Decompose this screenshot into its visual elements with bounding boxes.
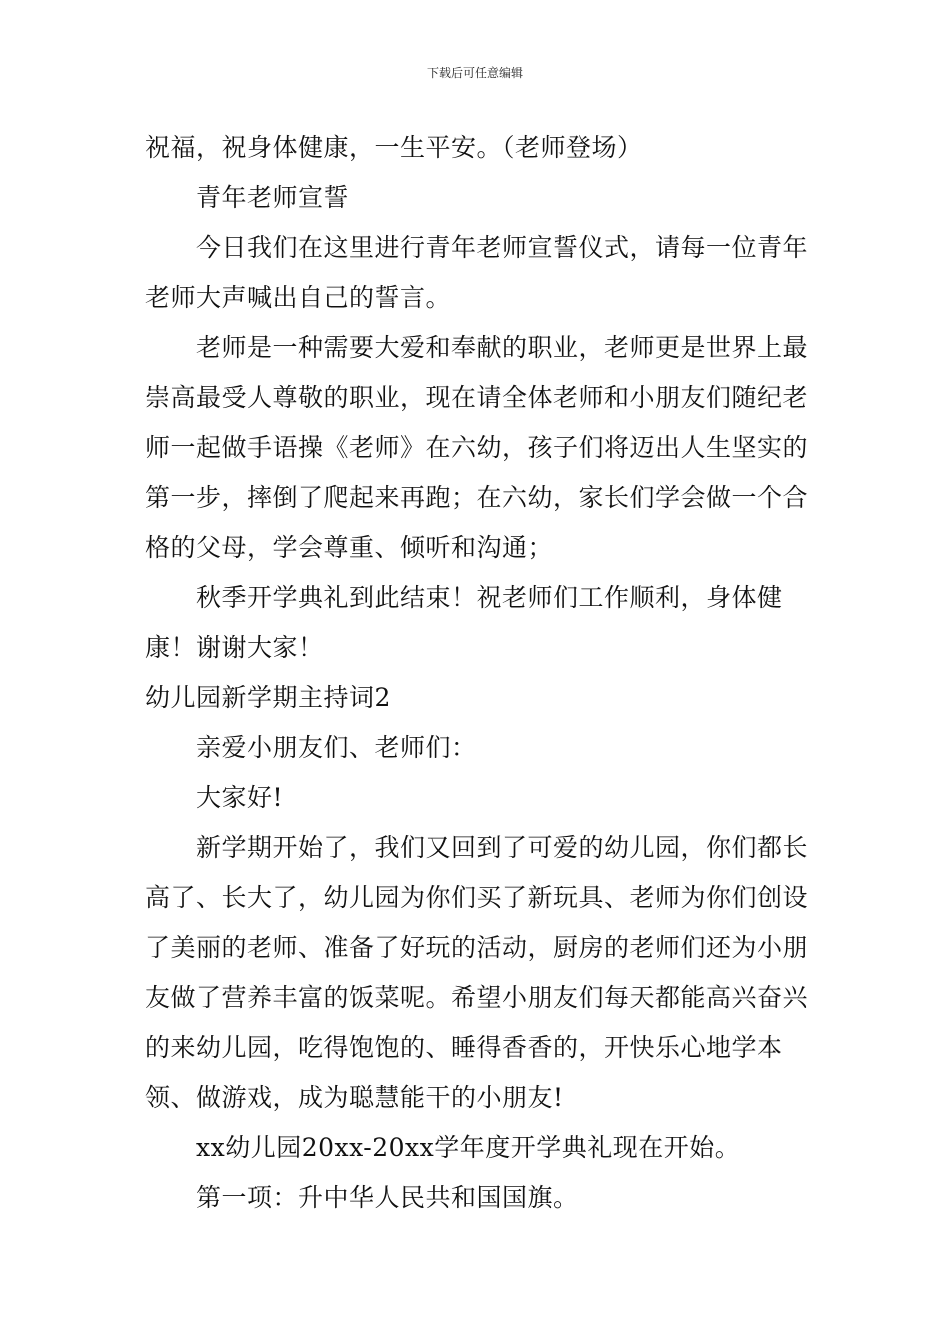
paragraph: 秋季开学典礼到此结束！祝老师们工作顺利，身体健康！谢谢大家！: [145, 583, 783, 662]
section-heading: 幼儿园新学期主持词2: [145, 683, 391, 712]
paragraph: 大家好!: [196, 783, 284, 812]
paragraph: 青年老师宣誓: [196, 183, 350, 212]
paragraph: 今日我们在这里进行青年老师宣誓仪式，请每一位青年老师大声喊出自己的誓言。: [145, 233, 809, 312]
paragraph: xx幼儿园20xx-20xx学年度开学典礼现在开始。: [196, 1133, 741, 1162]
paragraph: 祝福，祝身体健康，一生平安。（老师登场）: [145, 133, 643, 162]
page-header-note: 下载后可任意编辑: [426, 66, 523, 80]
paragraph: 第一项：升中华人民共和国国旗。: [196, 1183, 579, 1212]
document-body: [145, 123, 815, 1223]
paragraph: 老师是一种需要大爱和奉献的职业，老师更是世界上最崇高最受人尊敬的职业，现在请全体老师和小朋友们随纪老师一起做手语操《老师》在六幼，孩子们将迈出人生坚实的第一步，摔倒了爬起来再跑；在六幼，家长们学会做一个合格的父母，学会尊重、倾听和沟通；: [145, 333, 809, 562]
paragraph: 亲爱小朋友们、老师们：: [196, 733, 477, 762]
paragraph: 新学期开始了，我们又回到了可爱的幼儿园，你们都长高了、长大了，幼儿园为你们买了新玩具、老师为你们创设了美丽的老师、准备了好玩的活动，厨房的老师们还为小朋友做了营养丰富的饭菜呢。希望小朋友们每天都能高兴奋兴的来幼儿园，吃得饱饱的、睡得香香的，开快乐心地学本领、做游戏，成为聪慧能干的小朋友!: [145, 833, 809, 1112]
